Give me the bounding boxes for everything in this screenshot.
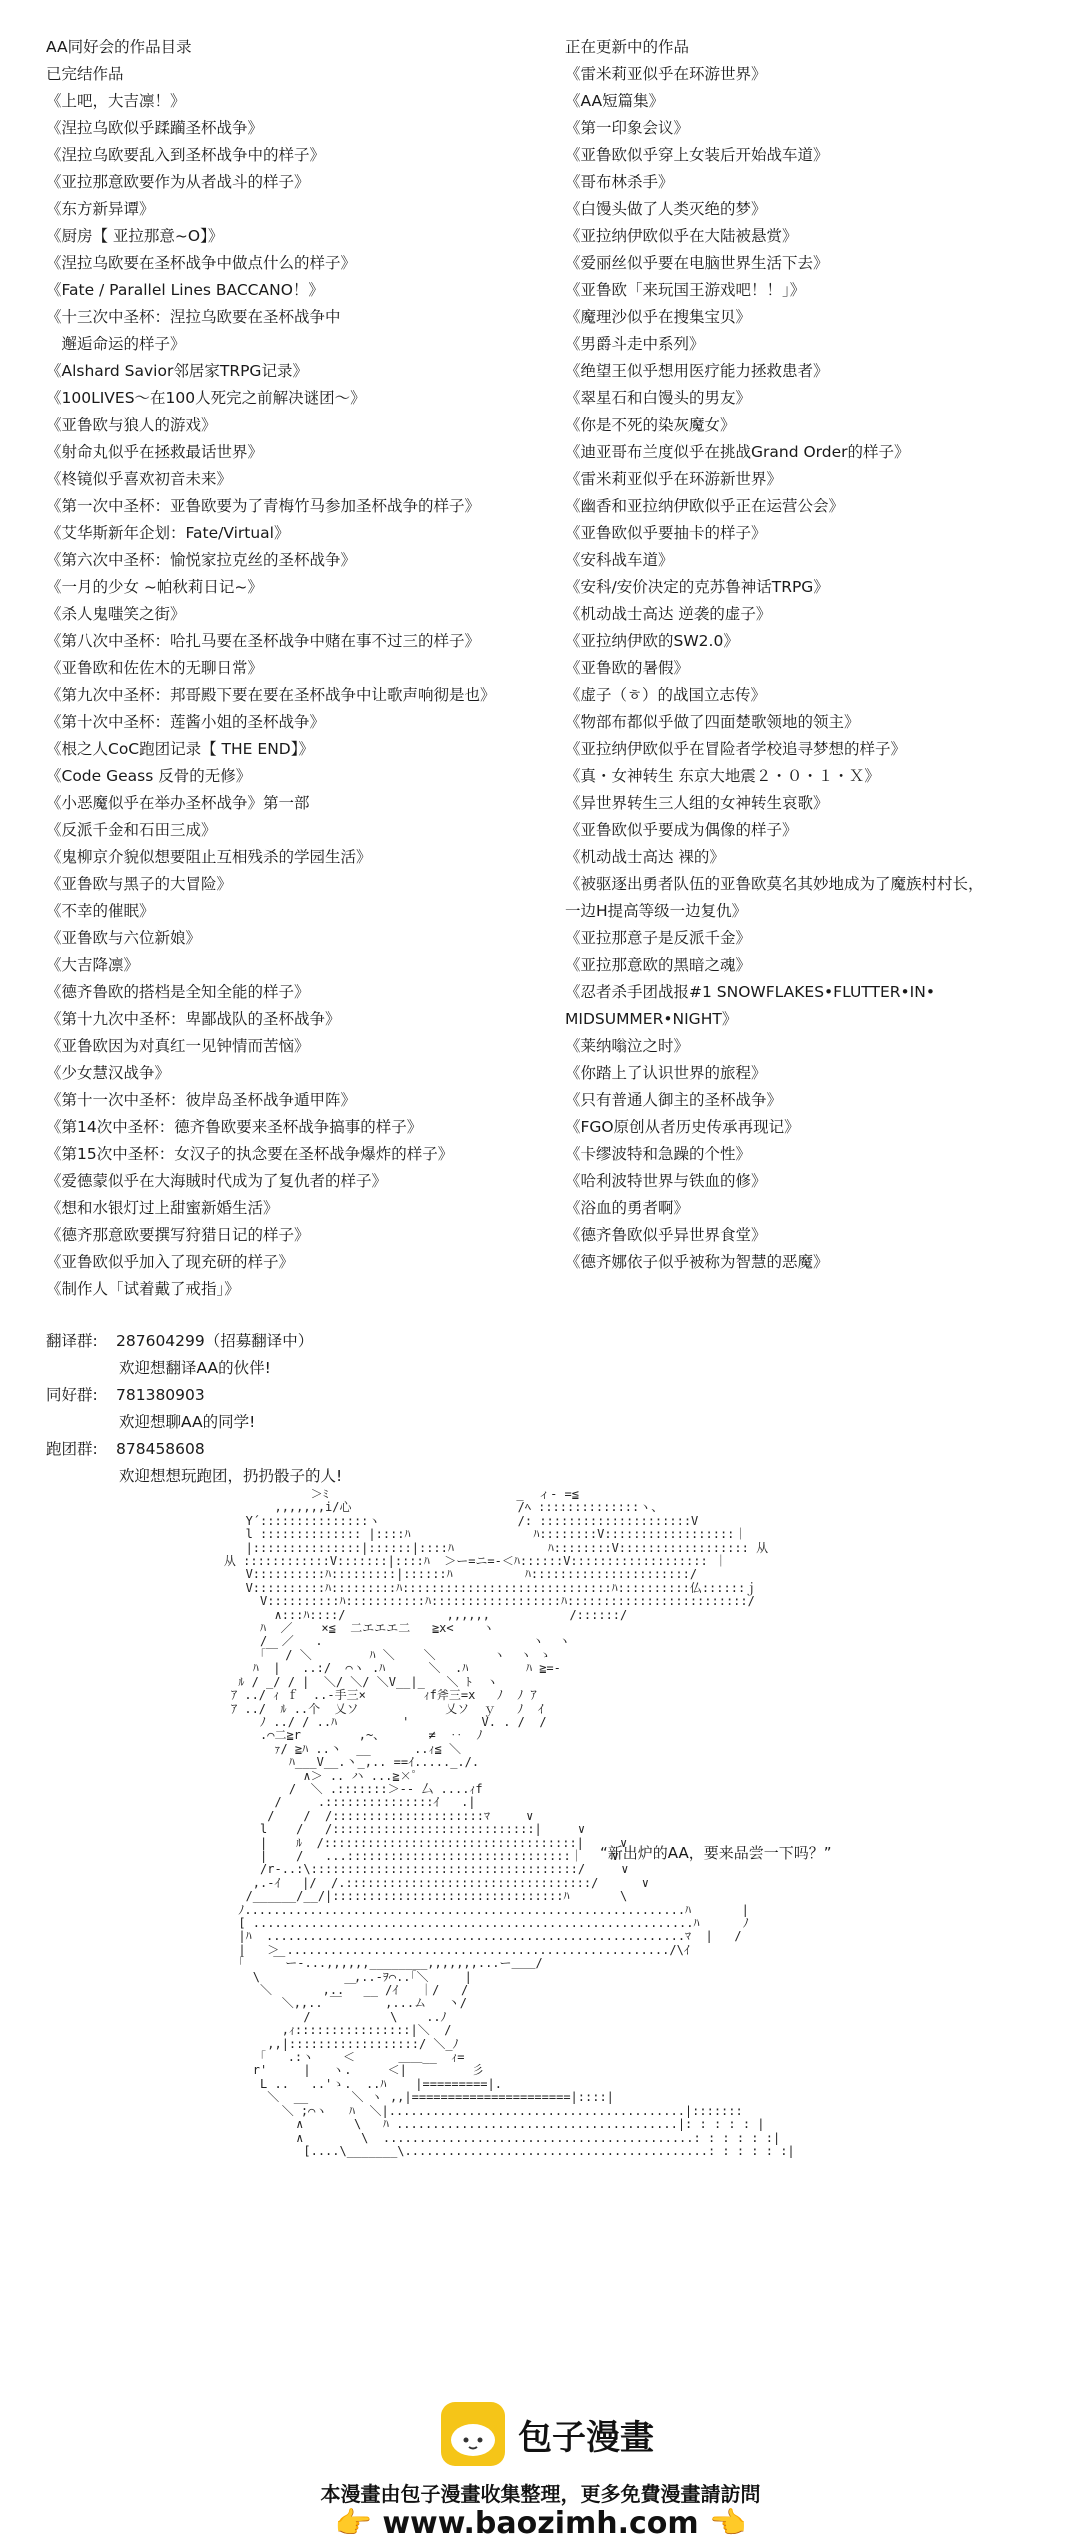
completed-work-title: 《Fate / Parallel Lines BACCANO！》 bbox=[46, 281, 324, 299]
ongoing-work-title: 《白馒头做了人类灭绝的梦》 bbox=[565, 200, 767, 218]
completed-work-title: 《第14次中圣杯：德齐鲁欧要来圣杯战争搞事的样子》 bbox=[46, 1118, 423, 1136]
ongoing-work-title: 《AA短篇集》 bbox=[565, 92, 665, 110]
rp-group bbox=[46, 1436, 342, 1463]
completed-work-title: 《第八次中圣杯：哈扎马要在圣杯战争中赌在事不过三的样子》 bbox=[46, 632, 481, 650]
completed-work-title: 《德齐鲁欧的搭档是全知全能的样子》 bbox=[46, 983, 310, 1001]
completed-work-title: 《Code Geass 反骨的无修》 bbox=[46, 767, 252, 785]
completed-work-title: 《亚鲁欧与黑子的大冒险》 bbox=[46, 875, 233, 893]
ongoing-work-title: 《亚拉纳伊欧似乎在冒险者学校追寻梦想的样子》 bbox=[565, 740, 907, 758]
rp-group-number: 878458608 bbox=[116, 1440, 205, 1458]
ongoing-work-title: 《德齐鲁欧似乎异世界食堂》 bbox=[565, 1226, 767, 1244]
ongoing-work-title: 《浴血的勇者啊》 bbox=[565, 1199, 690, 1217]
completed-work-title: 《亚鲁欧因为对真红一见钟情而苦恼》 bbox=[46, 1037, 310, 1055]
pointing-hand-right-icon: 👉 bbox=[334, 2506, 372, 2541]
ongoing-works-column bbox=[565, 34, 1070, 1276]
translation-group-label: 翻译群: bbox=[46, 1332, 98, 1350]
footer-url-link[interactable]: www.baozimh.com bbox=[382, 2506, 699, 2541]
completed-work-title: 《Alshard Savior邻居家TRPG记录》 bbox=[46, 362, 308, 380]
completed-work-title: 《第15次中圣杯：女汉子的执念要在圣杯战争爆炸的样子》 bbox=[46, 1145, 454, 1163]
completed-work-title: 《100LIVES～在100人死完之前解决谜团～》 bbox=[46, 389, 366, 407]
completed-work-title: 《第一次中圣杯：亚鲁欧要为了青梅竹马参加圣杯战争的样子》 bbox=[46, 497, 481, 515]
ongoing-work-title: 《亚拉那意子是反派千金》 bbox=[565, 929, 752, 947]
completed-work-title: 《第十九次中圣杯：卑鄙战队的圣杯战争》 bbox=[46, 1010, 341, 1028]
completed-work-title: 《根之人CoC跑团记录【 THE END】》 bbox=[46, 740, 314, 758]
completed-work-title: 《东方新异谭》 bbox=[46, 200, 155, 218]
completed-work-title: 《射命丸似乎在拯救最话世界》 bbox=[46, 443, 264, 461]
ongoing-work-title: 《机动战士高达 逆袭的虚子》 bbox=[565, 605, 772, 623]
ongoing-work-title: 《爱丽丝似乎要在电脑世界生活下去》 bbox=[565, 254, 829, 272]
fan-group-label: 同好群: bbox=[46, 1386, 98, 1404]
completed-work-title: 《涅拉乌欧要在圣杯战争中做点什么的样子》 bbox=[46, 254, 357, 272]
ongoing-work-title: 《男爵斗走中系列》 bbox=[565, 335, 705, 353]
completed-work-title: 《反派千金和石田三成》 bbox=[46, 821, 217, 839]
ongoing-work-title: 《绝望王似乎想用医疗能力拯救患者》 bbox=[565, 362, 829, 380]
completed-work-title: 《杀人鬼嗤笑之街》 bbox=[46, 605, 186, 623]
completed-work-title: 《第十一次中圣杯：彼岸岛圣杯战争遁甲阵》 bbox=[46, 1091, 357, 1109]
baozi-logo-icon bbox=[441, 2402, 505, 2466]
fan-group-note: 欢迎想聊AA的同学! bbox=[119, 1413, 256, 1431]
ascii-art-character: ＞ﾐ _ ィ- =≦ ,,,,,,,i/心 /ﾍ ::::::::::::::ヽ、 Y´:::::::::::::::ヽ /: :::::::::::::::::::::V l :::::::::::::: |::::ﾊ ﾊ::::::::V::::::::::::::::::｜ |:::::::::::::::|::::::|::::ﾊ ﾊ::::::::V:::::::::::::::::: 从 从 ::::::::::::V:::::::|::::ﾊ ＞ー=ニ=-＜ﾊ::::::V::::::::::::::::::: ｜ V::::::::::ﾊ:::::::::|::::::ﾊ ﾊ::::::::::::::::::::::/ V::::::::::ﾊ:::::::::ﾊ:::::::::::::::::::::::::::::ﾊ::::::::::仏::::::ｊ V::::::::::ﾊ:::::::::::ﾊ::::::::::::::::::ﾊ:::::::::::::::::::::::::/ ∧:::ﾊ::::/ ,,,,,, /::::::/ ﾊ ／ ×≦ 二エエエ二 ≧x< ヽ / ／ . ヽ ヽ ｢￣ / ＼ ﾊ ＼ ＼ ヽ ヽ ゝ ﾊ | ..:/ ⌒ヽ .ﾊ ＼ .ﾊ ﾊ ≧=- ﾙ / _/ / | ＼/ ＼/ ＼V__|_ ＼ ﾄ ヽ ｱ ../ ｨ ｆ ..-手三× ｨf斧三=x ﾉ ﾉ ｱ ｱ ../ ﾙ ..个 乂ソ 乂ソ ｙ ﾉ ｲ ﾉ ../ / ..ﾊ ' V. . / / .⌒二≧r ,~、 ≠ ‥ ﾉ ｧ/ ≧ﾊ ..丶 __ ..ｨ≦ ＼ ﾊ___V__.丶_,.. ==ｲ....._./. ∧＞ .. ハ ...≧×ﾟ / ＼ .:::::::＞-- 厶 ....ｨf / .:::::::::::::::ｲ .| / / /:::::::::::::::::::::ﾏ ∨ l / /::::::::::::::::::::::::::::| ∨ | ﾙ /:::::::::::::::::::::::::::::::::::| ∨ | / ...:::::::::::::::::::::::::::::::｜ ∨ /r-..:\:::::::::::::::::::::::::::::::::::::/ ∨ ,.-ｲ |/ /.::::::::::::::::::::::::::::::::::/ ∨ /______/__/|::::::::::::::::::::::::::::::::ﾊ \ ﾉ.............................................................ﾊ | [ .............................................................ﾊ ﾉ |ﾊ ..........................................................ﾏ | / | ＞ ...................................................../\ｲ ｢ ￣ー-...,,,,,,________,,,,,,,...ー＿＿/ \ ,..-ｦ⌒..｢＼ | ＼ ,..￣ __ /ｲ ｜/ / ＼,,.. ￣ ,...ム 丶/ / \ ..ﾉ ,ｨ::::::::::::::::|＼ / ,,|::::::::::::::::::/ ＼_ﾉ ｢ .:ヽ ＜ ＿＿__ ｨ= r' | ヽ. ＜| 彡 L .. ..'ゝ. ..ﾊ |=========|. ＼ __ ＼ ヽ ,,|======================|::::| ＼ ;⌒ヽ ﾊ ＼|.........................................|::::::: ∧ \ ﾊ .......................................|: : : : : | ∧ \ ...........................................: : : : : :| [....\_______\..........................................: : : : : :| bbox=[223, 1487, 795, 2158]
ongoing-work-title: 《只有普通人御主的圣杯战争》 bbox=[565, 1091, 783, 1109]
ongoing-work-title: 《忍者杀手团战报#1 SNOWFLAKES•FLUTTER•IN• bbox=[565, 983, 935, 1001]
ongoing-work-title: 一边H提高等级一边复仇》 bbox=[565, 902, 748, 920]
completed-work-title: 《第十次中圣杯：莲酱小姐的圣杯战争》 bbox=[46, 713, 326, 731]
completed-work-title: 《鬼柳京介貌似想要阻止互相残杀的学园生活》 bbox=[46, 848, 372, 866]
completed-work-title: 《第六次中圣杯：愉悦家拉克丝的圣杯战争》 bbox=[46, 551, 357, 569]
translation-group-number: 287604299（招募翻译中） bbox=[116, 1332, 314, 1350]
ongoing-work-title: 《亚鲁欧的暑假》 bbox=[565, 659, 690, 677]
completed-work-title: 《十三次中圣杯：涅拉乌欧要在圣杯战争中 bbox=[46, 308, 341, 326]
ongoing-work-title: 《亚鲁欧似乎要成为偶像的样子》 bbox=[565, 821, 798, 839]
ongoing-works-list bbox=[565, 61, 1070, 1276]
ongoing-work-title: 《魔理沙似乎在搜集宝贝》 bbox=[565, 308, 752, 326]
completed-work-title: 《亚鲁欧与六位新娘》 bbox=[46, 929, 202, 947]
footer-url-line bbox=[0, 2506, 1081, 2541]
rp-group-label: 跑团群: bbox=[46, 1440, 98, 1458]
completed-work-title: 《艾华斯新年企划：Fate/Virtual》 bbox=[46, 524, 290, 542]
ongoing-work-title: 《异世界转生三人组的女神转生哀歌》 bbox=[565, 794, 829, 812]
ongoing-work-title: 《你是不死的染灰魔女》 bbox=[565, 416, 736, 434]
ongoing-work-title: 《哥布林杀手》 bbox=[565, 173, 674, 191]
ongoing-work-title: 《亚鲁欧似乎穿上女装后开始战车道》 bbox=[565, 146, 829, 164]
translation-group bbox=[46, 1328, 342, 1355]
completed-work-title: 《上吧，大吉凛！》 bbox=[46, 92, 186, 110]
ongoing-work-title: 《卡缪波特和急躁的个性》 bbox=[565, 1145, 752, 1163]
ongoing-work-title: 《翠星石和白馒头的男友》 bbox=[565, 389, 752, 407]
completed-work-title: 《第九次中圣杯：邦哥殿下要在要在圣杯战争中让歌声响彻是也》 bbox=[46, 686, 496, 704]
completed-work-title: 《德齐那意欧要撰写狩猎日记的样子》 bbox=[46, 1226, 310, 1244]
catalog-heading: AA同好会的作品目录 bbox=[46, 38, 192, 56]
completed-work-title: 《涅拉乌欧要乱入到圣杯战争中的样子》 bbox=[46, 146, 326, 164]
ongoing-work-title: 《亚拉纳伊欧似乎在大陆被悬赏》 bbox=[565, 227, 798, 245]
ongoing-work-title: 《哈利波特世界与铁血的修》 bbox=[565, 1172, 767, 1190]
ongoing-work-title: 《被驱逐出勇者队伍的亚鲁欧莫名其妙地成为了魔族村村长， bbox=[565, 875, 984, 893]
ongoing-work-title: 《德齐娜依子似乎被称为智慧的恶魔》 bbox=[565, 1253, 829, 1271]
ongoing-work-title: 《莱纳嗡泣之时》 bbox=[565, 1037, 690, 1055]
ongoing-work-title: 《亚拉纳伊欧的SW2.0》 bbox=[565, 632, 739, 650]
ongoing-heading: 正在更新中的作品 bbox=[565, 38, 690, 56]
ongoing-work-title: 《幽香和亚拉纳伊欧似乎正在运营公会》 bbox=[565, 497, 845, 515]
ongoing-work-title: 《FGO原创从者历史传承再现记》 bbox=[565, 1118, 800, 1136]
ongoing-work-title: 《虚子（ㅎ）的战国立志传》 bbox=[565, 686, 766, 704]
completed-work-title: 《不幸的催眠》 bbox=[46, 902, 155, 920]
completed-work-title: 《亚拉那意欧要作为从者战斗的样子》 bbox=[46, 173, 310, 191]
completed-work-title: 《涅拉乌欧似乎蹂躏圣杯战争》 bbox=[46, 119, 264, 137]
completed-work-title: 《亚鲁欧似乎加入了现充研的样子》 bbox=[46, 1253, 295, 1271]
pointing-hand-left-icon: 👈 bbox=[709, 2506, 747, 2541]
ongoing-work-title: 《亚鲁欧「来玩国王游戏吧！！」》 bbox=[565, 281, 806, 299]
ongoing-work-title: 《机动战士高达 裸的》 bbox=[565, 848, 725, 866]
completed-work-title: 《厨房【 亚拉那意~O】》 bbox=[46, 227, 224, 245]
ongoing-work-title: MIDSUMMER•NIGHT》 bbox=[565, 1010, 738, 1028]
completed-work-title: 《制作人「试着戴了戒指」》 bbox=[46, 1280, 240, 1298]
rp-group-note: 欢迎想想玩跑团，扔扔骰子的人! bbox=[119, 1467, 343, 1485]
ongoing-work-title: 《你踏上了认识世界的旅程》 bbox=[565, 1064, 767, 1082]
translation-group-note: 欢迎想翻译AA的伙伴! bbox=[119, 1359, 271, 1377]
completed-work-title: 《爱德蒙似乎在大海賊时代成为了复仇者的样子》 bbox=[46, 1172, 388, 1190]
completed-work-title: 《大吉降凛》 bbox=[46, 956, 140, 974]
fan-group bbox=[46, 1382, 342, 1409]
fan-group-number: 781380903 bbox=[116, 1386, 205, 1404]
ongoing-work-title: 《第一印象会议》 bbox=[565, 119, 690, 137]
completed-work-title: 《少女慧汉战争》 bbox=[46, 1064, 171, 1082]
completed-works-list bbox=[46, 88, 566, 1303]
completed-work-title: 《柊镜似乎喜欢初音未来》 bbox=[46, 470, 233, 488]
ongoing-work-title: 《雷米莉亚似乎在环游新世界》 bbox=[565, 470, 783, 488]
completed-work-title: 邂逅命运的样子》 bbox=[46, 335, 186, 353]
art-quote: “新出炉的AA，要来品尝一下吗？” bbox=[600, 1844, 832, 1862]
ongoing-work-title: 《迪亚哥布兰度似乎在挑战Grand Order的样子》 bbox=[565, 443, 910, 461]
completed-work-title: 《亚鲁欧与狼人的游戏》 bbox=[46, 416, 217, 434]
footer-brand: 包子漫畫 bbox=[518, 2418, 654, 2458]
ongoing-work-title: 《真・女神转生 东京大地震２・０・１・Ｘ》 bbox=[565, 767, 880, 785]
completed-work-title: 《一月的少女 ~帕秋莉日记~》 bbox=[46, 578, 263, 596]
completed-work-title: 《想和水银灯过上甜蜜新婚生活》 bbox=[46, 1199, 279, 1217]
completed-work-title: 《小恶魔似乎在举办圣杯战争》第一部 bbox=[46, 794, 310, 812]
footer-notice: 本漫畫由包子漫畫收集整理，更多免費漫畫請訪問 bbox=[320, 2482, 761, 2506]
completed-heading: 已完结作品 bbox=[46, 65, 124, 83]
completed-work-title: 《亚鲁欧和佐佐木的无聊日常》 bbox=[46, 659, 264, 677]
ongoing-work-title: 《物部布都似乎做了四面楚歌领地的领主》 bbox=[565, 713, 860, 731]
group-info bbox=[46, 1328, 342, 1490]
ongoing-work-title: 《安科战车道》 bbox=[565, 551, 674, 569]
ongoing-work-title: 《亚鲁欧似乎要抽卡的样子》 bbox=[565, 524, 767, 542]
ongoing-work-title: 《亚拉那意欧的黑暗之魂》 bbox=[565, 956, 752, 974]
ongoing-work-title: 《安科/安价决定的克苏鲁神话TRPG》 bbox=[565, 578, 829, 596]
completed-works-column bbox=[46, 34, 566, 1303]
ongoing-work-title: 《雷米莉亚似乎在环游世界》 bbox=[565, 65, 767, 83]
